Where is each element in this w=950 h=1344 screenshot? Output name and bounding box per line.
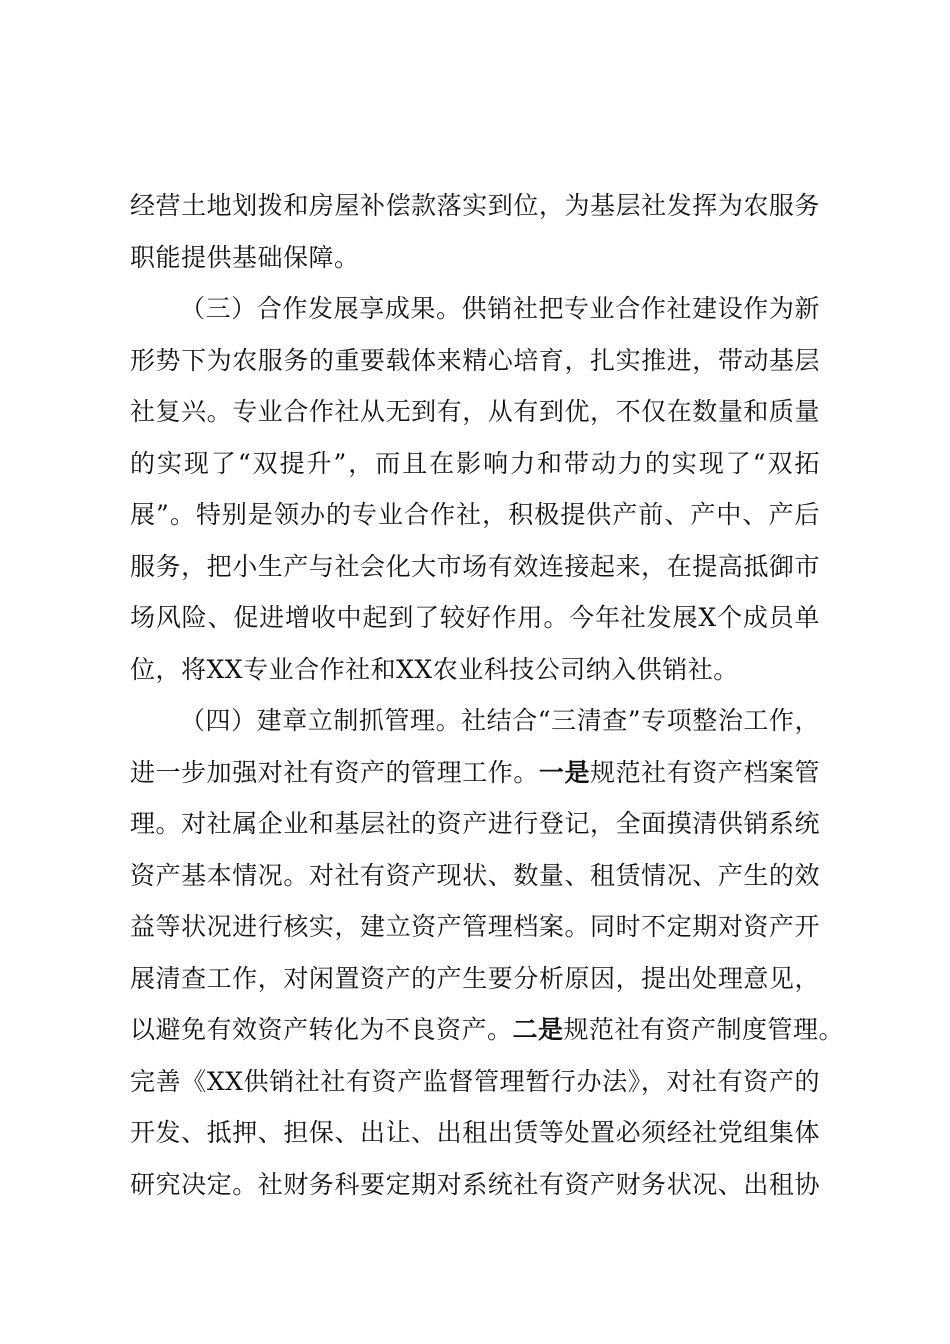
text-line: 开发、抵押、担保、出让、出租出赁等处置必须经社党组集体	[130, 1118, 820, 1147]
text-line: 益等状况进行核实，建立资产管理档案。同时不定期对资产开	[130, 912, 820, 941]
text-line: 职能提供基础保障。	[130, 242, 360, 272]
text-line: 资产基本情况。对社有资产现状、数量、租赁情况、产生的效	[130, 860, 820, 890]
text-line: 形势下为农服务的重要载体来精心培育，扎实推进，带动基层	[130, 345, 820, 375]
text-line: 展”。特别是领办的专业合作社，积极提供产前、产中、产后	[130, 500, 820, 529]
text-line: 经营土地划拨和房屋补偿款落实到位，为基层社发挥为农服务	[130, 191, 820, 220]
text-segment: 进一步加强对社有资产的管理工作。	[130, 757, 539, 787]
body-text	[130, 180, 845, 1210]
text-line	[130, 747, 820, 799]
section-heading-line: （四）建章立制抓管理。社结合“三清查”专项整治工作，	[180, 706, 820, 735]
text-segment: 以避免有效资产转化为不良资产。	[130, 1015, 513, 1044]
text-line: 位，将XX专业合作社和XX农业科技公司纳入供销社。	[130, 654, 739, 684]
text-line: 服务，把小生产与社会化大市场有效连接起来，在提高抵御市	[130, 551, 820, 581]
text-line: 理。对社属企业和基层社的资产进行登记，全面摸清供销系统	[130, 809, 820, 838]
text-line: 研究决定。社财务科要定期对系统社有资产财务状况、出租协	[130, 1169, 820, 1199]
text-line: 社复兴。专业合作社从无到有，从有到优，不仅在数量和质量	[130, 397, 820, 426]
text-line	[130, 1004, 845, 1056]
text-line: 展清查工作，对闲置资产的产生要分析原因，提出处理意见，	[130, 963, 820, 993]
emphasis-label: 一是	[538, 757, 591, 787]
text-line: 完善《XX供销社社有资产监督管理暂行办法》，对社有资产的	[130, 1066, 820, 1096]
text-line: 的实现了“双提升”，而且在影响力和带动力的实现了“双拓	[130, 448, 820, 478]
text-segment: 规范社有资产档案管	[590, 757, 820, 787]
text-line: 场风险、促进增收中起到了较好作用。今年社发展X个成员单	[130, 603, 820, 632]
emphasis-label: 二是	[512, 1015, 564, 1044]
section-heading-line: （三）合作发展享成果。供销社把专业合作社建设作为新	[180, 294, 820, 323]
text-segment: 规范社有资产制度管理。	[563, 1015, 845, 1044]
